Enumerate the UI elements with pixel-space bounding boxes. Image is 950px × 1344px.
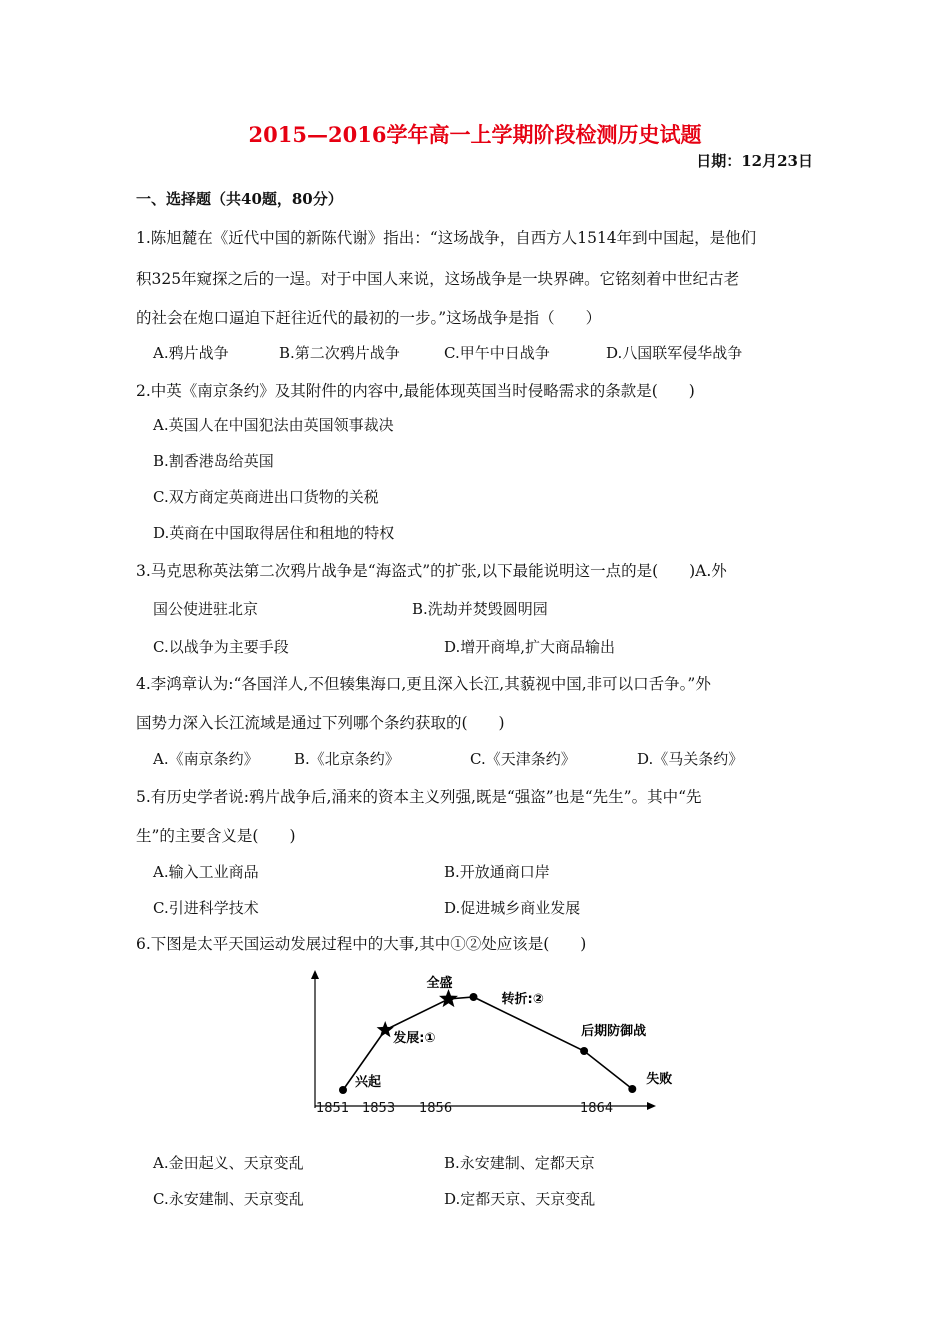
x-axis-arrow bbox=[647, 1102, 656, 1110]
taiping-timeline-chart bbox=[300, 966, 673, 1122]
y-axis-arrow bbox=[311, 970, 319, 979]
event-label-5: 失败 bbox=[646, 1072, 673, 1087]
q1-line-3: 的社会在炮口逼迫下赶往近代的最初的一步。”这场战争是指（ ） bbox=[136, 309, 602, 327]
event-label-1: 发展:① bbox=[393, 1031, 436, 1046]
q1-option-b[interactable]: B.第二次鸦片战争 bbox=[279, 344, 400, 362]
exam-title: 2015—2016学年高一上学期阶段检测历史试题 bbox=[248, 122, 702, 147]
q4-option-d[interactable]: D.《马关条约》 bbox=[637, 750, 744, 768]
q5-line-2: 生”的主要含义是( ) bbox=[136, 827, 296, 845]
q3-option-a-cont[interactable]: 国公使进驻北京 bbox=[153, 600, 259, 618]
q4-option-b[interactable]: B.《北京条约》 bbox=[294, 750, 400, 768]
q4-line-2: 国势力深入长江流域是通过下列哪个条约获取的( ) bbox=[136, 714, 505, 732]
q4-option-c[interactable]: C.《天津条约》 bbox=[470, 750, 576, 768]
event-label-3: 转折:② bbox=[501, 992, 544, 1007]
q4-line-1: 4.李鸿章认为:“各国洋人,不但辏集海口,更且深入长江,其藐视中国,非可以口舌争。”外 bbox=[136, 675, 711, 693]
section-heading: 一、选择题（共40题，80分） bbox=[136, 190, 343, 208]
q3-option-b[interactable]: B.洗劫并焚毁圆明园 bbox=[412, 600, 548, 618]
event-label-2: 全盛 bbox=[426, 976, 453, 991]
q1-option-a[interactable]: A.鸦片战争 bbox=[153, 344, 229, 362]
event-marker-3 bbox=[470, 993, 478, 1001]
q6-option-d[interactable]: D.定都天京、天京变乱 bbox=[444, 1190, 596, 1208]
event-marker-1 bbox=[377, 1021, 394, 1037]
q3-line-1: 3.马克思称英法第二次鸦片战争是“海盗式”的扩张,以下最能说明这一点的是( )A.外 bbox=[136, 562, 727, 580]
event-label-0: 兴起 bbox=[355, 1075, 382, 1090]
q2-option-c[interactable]: C.双方商定英商进出口货物的关税 bbox=[153, 488, 379, 506]
q5-line-1: 5.有历史学者说:鸦片战争后,涌来的资本主义列强,既是“强盗”也是“先生”。其中“先 bbox=[136, 788, 702, 806]
event-label-4: 后期防御战 bbox=[581, 1024, 647, 1039]
q2-line-1: 2.中英《南京条约》及其附件的内容中,最能体现英国当时侵略需求的条款是( ) bbox=[136, 382, 695, 400]
q2-option-b[interactable]: B.割香港岛给英国 bbox=[153, 452, 274, 470]
q3-option-c[interactable]: C.以战争为主要手段 bbox=[153, 638, 289, 656]
q1-line-1: 1.陈旭麓在《近代中国的新陈代谢》指出：“这场战争，自西方人1514年到中国起，是他们 bbox=[136, 229, 757, 247]
q5-option-d[interactable]: D.促进城乡商业发展 bbox=[444, 899, 581, 917]
trend-line bbox=[343, 997, 632, 1090]
event-marker-4 bbox=[580, 1047, 588, 1055]
q1-line-2: 积325年窥探之后的一逞。对于中国人来说，这场战争是一块界碑。它铭刻着中世纪古老 bbox=[136, 270, 740, 288]
q2-option-d[interactable]: D.英商在中国取得居住和租地的特权 bbox=[153, 524, 395, 542]
q6-option-c[interactable]: C.永安建制、天京变乱 bbox=[153, 1190, 304, 1208]
q1-option-d[interactable]: D.八国联军侵华战争 bbox=[606, 344, 743, 362]
q5-option-a[interactable]: A.输入工业商品 bbox=[153, 863, 259, 881]
q6-option-b[interactable]: B.永安建制、定都天京 bbox=[444, 1154, 595, 1172]
q6-line-1: 6.下图是太平天国运动发展过程中的大事,其中①②处应该是( ) bbox=[136, 935, 587, 953]
q5-option-b[interactable]: B.开放通商口岸 bbox=[444, 863, 550, 881]
q5-option-c[interactable]: C.引进科学技术 bbox=[153, 899, 259, 917]
q1-option-c[interactable]: C.甲午中日战争 bbox=[444, 344, 550, 362]
tick-1856: 1856 bbox=[419, 1101, 453, 1116]
tick-1853: 1853 bbox=[362, 1101, 396, 1116]
tick-1864: 1864 bbox=[580, 1101, 614, 1116]
q4-option-a[interactable]: A.《南京条约》 bbox=[153, 750, 259, 768]
event-marker-5 bbox=[628, 1085, 636, 1093]
q2-option-a[interactable]: A.英国人在中国犯法由英国领事裁决 bbox=[153, 416, 394, 434]
event-marker-0 bbox=[339, 1086, 347, 1094]
q6-option-a[interactable]: A.金田起义、天京变乱 bbox=[153, 1154, 304, 1172]
exam-date: 日期：12月23日 bbox=[696, 152, 813, 170]
q3-option-d[interactable]: D.增开商埠,扩大商品输出 bbox=[444, 638, 616, 656]
event-marker-2 bbox=[439, 989, 458, 1007]
tick-1851: 1851 bbox=[316, 1101, 350, 1116]
